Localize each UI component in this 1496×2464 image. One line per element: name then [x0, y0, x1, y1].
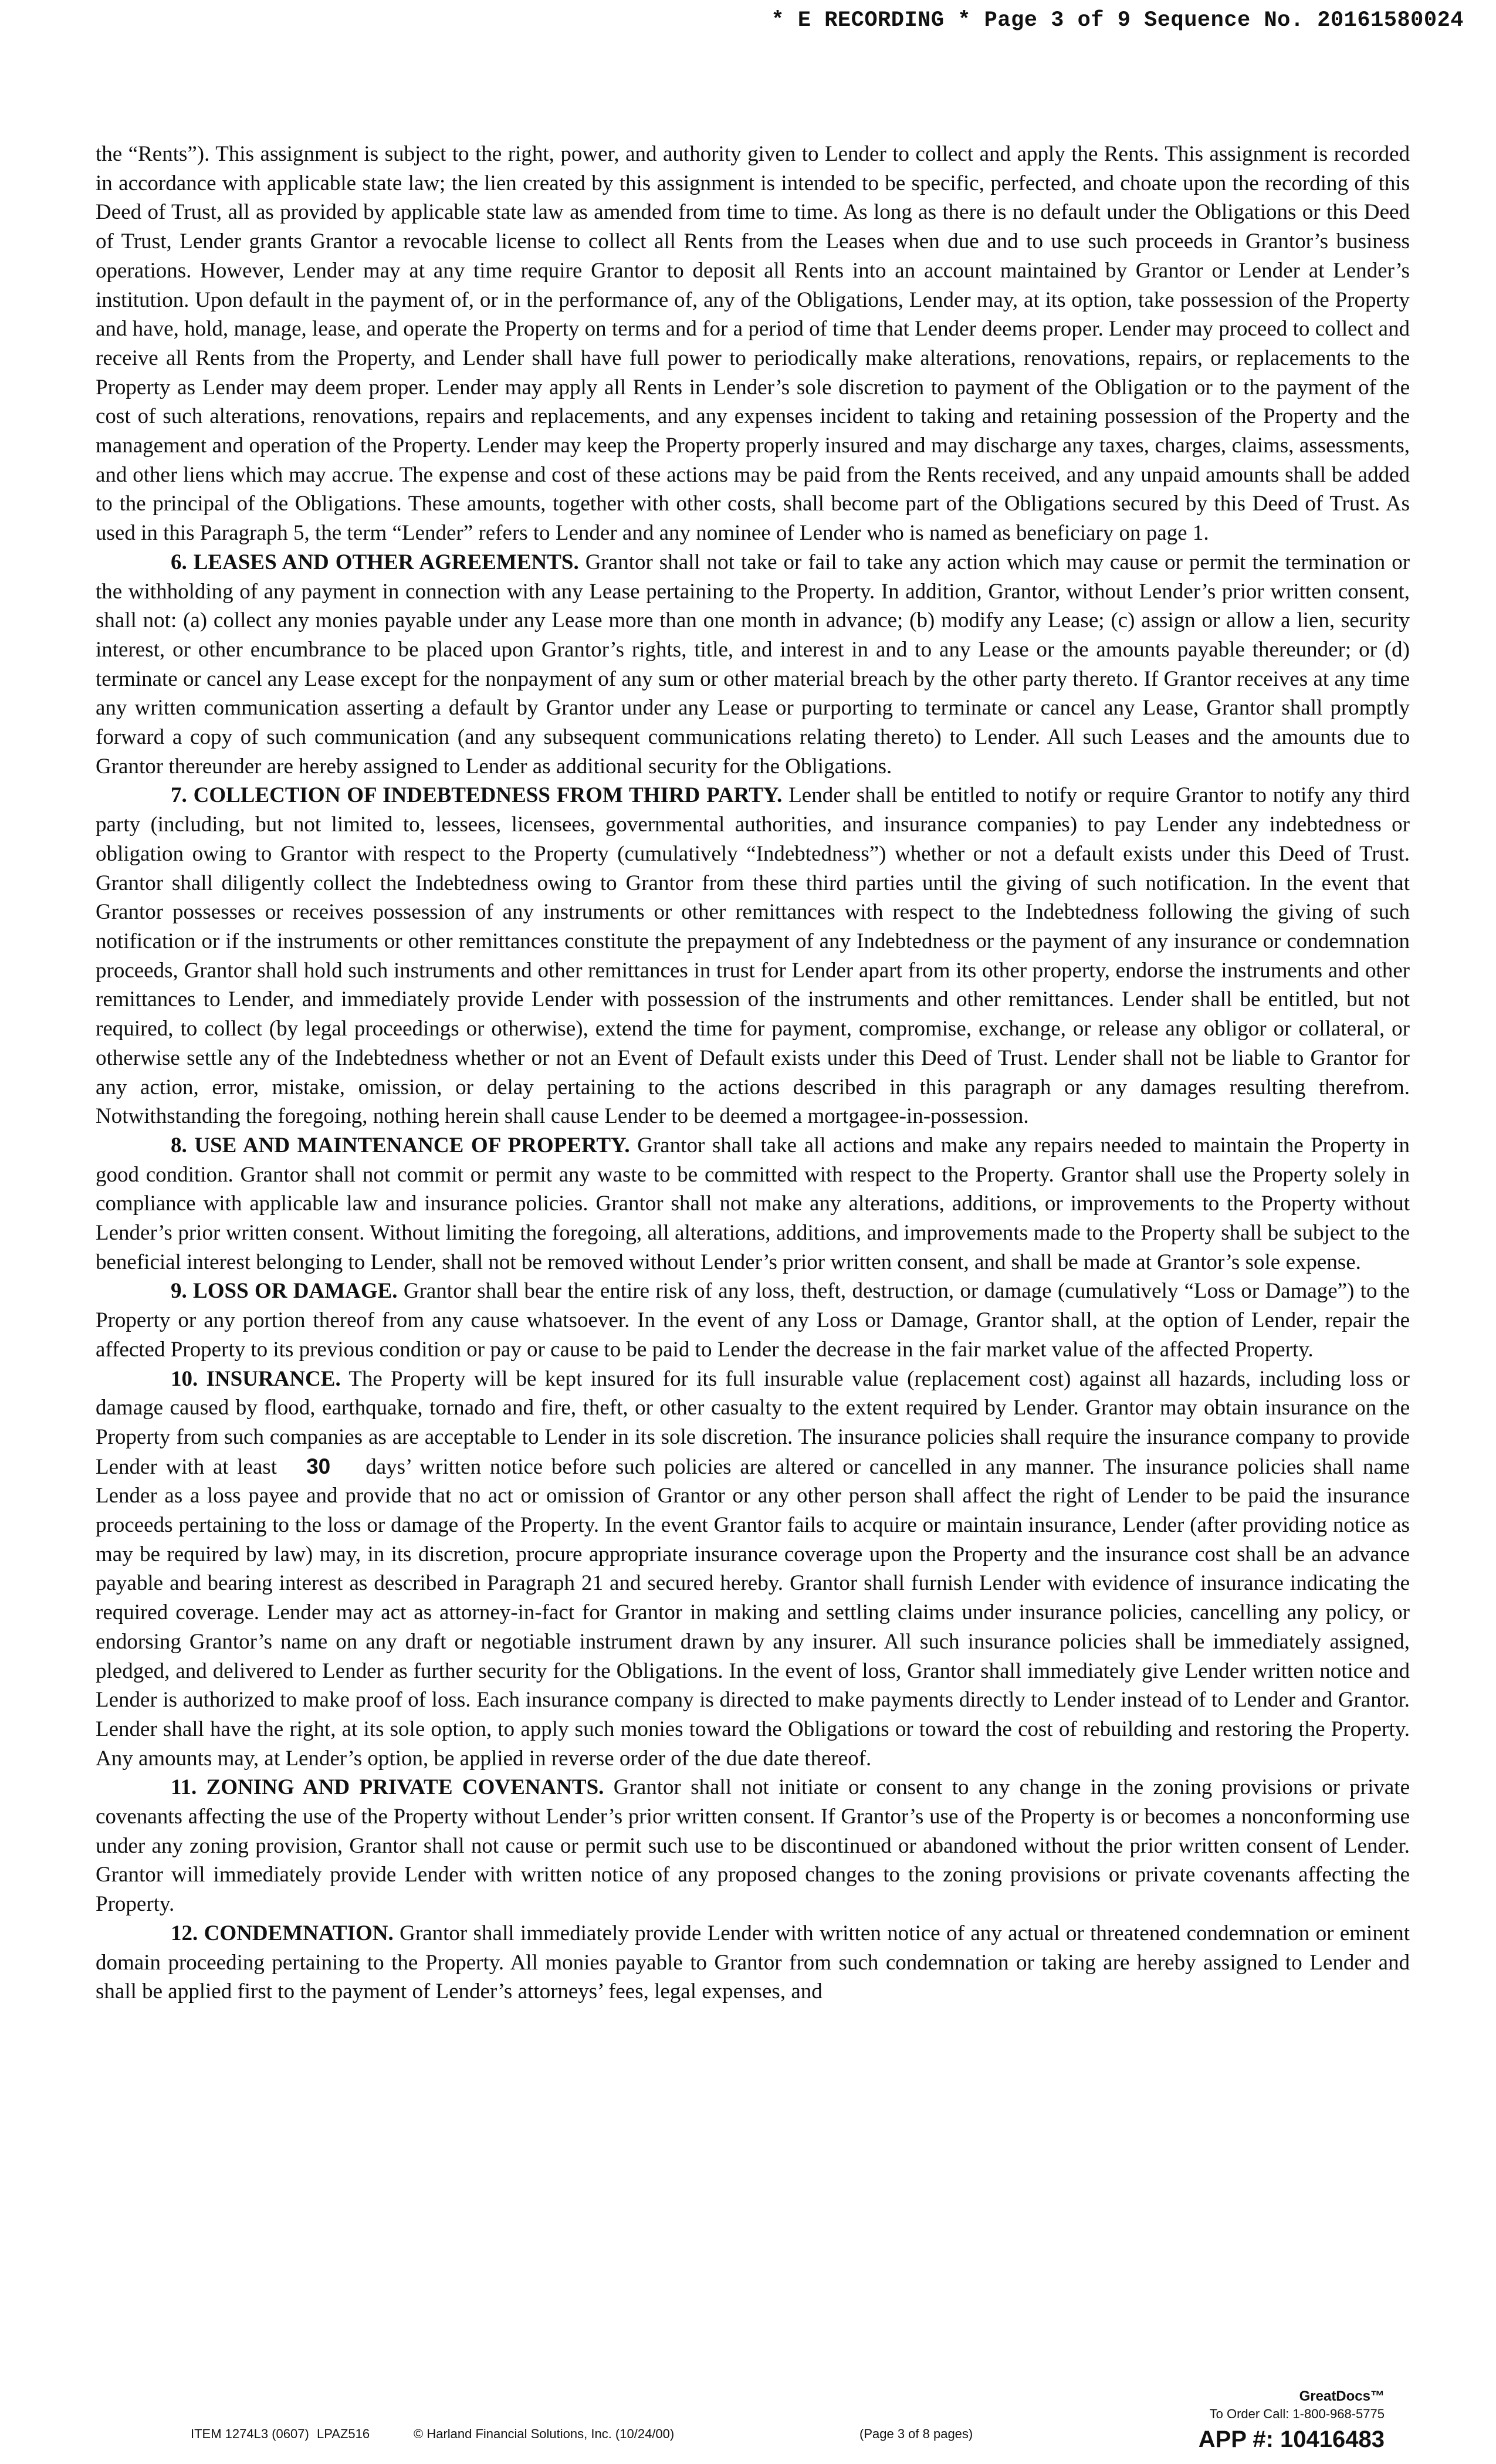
- section-text: Grantor shall take all actions and make any repairs needed to maintain the Property in good condition. Grantor shall not commit or permit any waste to be committed with respect to the Property. Grantor shall use the Property solely in compliance with applicable law and insurance policies. Grantor shall not make any alterations, additions, or improvements to the Property without Lender’s prior written consent. Without limiting the foregoing, all alterations, additions, and improvements made to the Property shall be subject to the beneficial interest belonging to Lender, shall not be removed without Lender’s prior written consent, and shall be made at Grantor’s sole expense.: [96, 1133, 1410, 1274]
- section-number: 8.: [171, 1133, 187, 1157]
- continued-paragraph: the “Rents”). This assignment is subject to the right, power, and authority given to Lender to collect and apply the Rents. This assignment is recorded in accordance with applicable state law; the lien created by this assignment is intended to be specific, perfected, and choate upon the recording of this Deed of Trust, all as provided by applicable state law as amended from time to time. As long as there is no default under the Obligations or this Deed of Trust, Lender grants Grantor a revocable license to collect all Rents from the Leases when due and to use such proceeds in Grantor’s business operations. However, Lender may at any time require Grantor to deposit all Rents into an account maintained by Grantor or Lender at Lender’s institution. Upon default in the payment of, or in the performance of, any of the Obligations, Lender may, at its option, take possession of the Property and have, hold, manage, lease, and operate the Property on terms and for a period of time that Lender deems proper. Lender may proceed to collect and receive all Rents from the Property, and Lender shall have full power to periodically make alterations, renovations, repairs, or replacements to the Property as Lender may deem proper. Lender may apply all Rents in Lender’s sole discretion to payment of the Obligation or to the payment of the cost of such alterations, renovations, repairs and replacements, and any expenses incident to taking and retaining possession of the Property and the management and operation of the Property. Lender may keep the Property properly insured and may discharge any taxes, charges, claims, assessments, and other liens which may accrue. The expense and cost of these actions may be paid from the Rents received, and any unpaid amounts shall be added to the principal of the Obligations. These amounts, together with other costs, shall become part of the Obligations secured by this Deed of Trust. As used in this Paragraph 5, the term “Lender” refers to Lender and any nominee of Lender who is named as beneficiary on page 1.: [96, 142, 1410, 546]
- footer-page-info: (Page 3 of 8 pages): [859, 2426, 973, 2441]
- section-title: INSURANCE.: [206, 1366, 341, 1391]
- section-title: ZONING AND PRIVATE COVENANTS.: [206, 1775, 604, 1800]
- section-title: COLLECTION OF INDEBTEDNESS FROM THIRD PARTY.: [193, 783, 783, 808]
- section-6-leases: [96, 548, 1410, 781]
- footer-order-block: [1199, 2388, 1385, 2453]
- section-11-zoning: [96, 1773, 1410, 1919]
- footer-doc-code: LPAZ516: [317, 2426, 370, 2441]
- section-number: 9.: [171, 1279, 187, 1304]
- section-title: LEASES AND OTHER AGREEMENTS.: [193, 550, 579, 574]
- section-9-loss-damage: [96, 1277, 1410, 1364]
- section-number: 10.: [171, 1366, 198, 1391]
- section-number: 6.: [171, 550, 187, 574]
- section-text: Grantor shall not initiate or consent to any change in the zoning provisions or private covenants affecting the use of the Property without Lender’s prior written consent. If Grantor’s use of the Property is or becomes a nonconforming use under any zoning provision, Grantor shall not cause or permit such use to be discontinued or abandoned without the prior written consent of Lender. Grantor will immediately provide Lender with written notice of any proposed changes to the zoning provisions or private covenants affecting the Property.: [96, 1775, 1410, 1917]
- section-text: Grantor shall not take or fail to take any action which may cause or permit the termination or the withholding of any payment in connection with any Lease pertaining to the Property. In addition, Grantor, without Lender’s prior written consent, shall not: (a) collect any monies payable under any Lease more than one month in advance; (b) modify any Lease; (c) assign or allow a lien, security interest, or other encumbrance to be placed upon Grantor’s rights, title, and interest in and to any Lease or the amounts payable thereunder; or (d) terminate or cancel any Lease except for the nonpayment of any sum or other material breach by the other party thereto. If Grantor receives at any time any written communication asserting a default by Grantor under any Lease or purporting to terminate or cancel any Lease, Grantor shall promptly forward a copy of such communication (and any subsequent communications relating thereto) to Lender. All such Leases and the amounts due to Grantor thereunder are hereby assigned to Lender as additional security for the Obligations.: [96, 550, 1410, 779]
- section-12-condemnation: [96, 1919, 1410, 2006]
- section-text-after: days’ written notice before such policies are altered or cancelled in any manner. The insurance policies shall name Lender as a loss payee and provide that no act or omission of Grantor or any other person shall affect the right of Lender to be paid the insurance proceeds pertaining to the loss or damage of the Property. In the event Grantor fails to acquire or maintain insurance, Lender (after providing notice as may be required by law) may, in its discretion, procure appropriate insurance coverage upon the Property and the insurance cost shall be an advance payable and bearing interest as described in Paragraph 21 and secured hereby. Grantor shall furnish Lender with evidence of insurance indicating the required coverage. Lender may act as attorney-in-fact for Grantor in making and settling claims under insurance policies, cancelling any policy, or endorsing Grantor’s name on any draft or negotiable instrument drawn by any insurer. All such insurance policies shall be immediately assigned, pledged, and delivered to Lender as further security for the Obligations. In the event of loss, Grantor shall immediately give Lender written notice and Lender is authorized to make proof of loss. Each insurance company is directed to make payments directly to Lender instead of to Lender and Grantor. Lender shall have the right, at its sole option, to apply such monies toward the Obligations or toward the cost of rebuilding and restoring the Property. Any amounts may, at Lender’s option, be applied in reverse order of the due date thereof.: [96, 1454, 1410, 1771]
- page-footer: [0, 2370, 1496, 2464]
- footer-item-number: ITEM 1274L3 (0607): [191, 2426, 309, 2441]
- notice-days-value: 30: [306, 1454, 331, 1478]
- footer-order-call: To Order Call: 1-800-968-5775: [1209, 2407, 1385, 2421]
- section-number: 12.: [171, 1921, 198, 1945]
- section-title: LOSS OR DAMAGE.: [193, 1279, 398, 1304]
- section-10-insurance: [96, 1365, 1410, 1773]
- section-number: 11.: [171, 1775, 197, 1800]
- footer-brand: GreatDocs™: [1299, 2388, 1385, 2404]
- section-text: Grantor shall immediately provide Lender with written notice of any actual or threatened condemnation or eminent domain proceeding pertaining to the Property. All monies payable to Grantor from such condemnation or taking are hereby assigned to Lender and shall be applied first to the payment of Lender’s attorneys’ fees, legal expenses, and: [96, 1921, 1410, 2004]
- section-title: USE AND MAINTENANCE OF PROPERTY.: [194, 1133, 630, 1157]
- section-text: Lender shall be entitled to notify or require Grantor to notify any third party (including, but not limited to, lessees, licensees, governmental authorities, and insurance companies) to pay Lender any indebtedness or obligation owing to Grantor with respect to the Property (cumulatively “Indebtedness”) whether or not a default exists under this Deed of Trust. Grantor shall diligently collect the Indebtedness owing to Grantor from these third parties until the giving of such notification. In the event that Grantor possesses or receives possession of any instruments or other remittances with respect to the Indebtedness following the giving of such notification or if the instruments or other remittances constitute the prepayment of any Indebtedness or the payment of any insurance or condemnation proceeds, Grantor shall hold such instruments and other remittances in trust for Lender apart from its other property, endorse the instruments and other remittances to Lender, and immediately provide Lender with possession of the instruments and other remittances. Lender shall be entitled, but not required, to collect (by legal proceedings or otherwise), extend the time for payment, compromise, exchange, or release any obligor or collateral, or otherwise settle any of the Indebtedness whether or not an Event of Default exists under this Deed of Trust. Lender shall not be liable to Grantor for any action, error, mistake, omission, or delay pertaining to the actions described in this paragraph or any damages resulting therefrom. Notwithstanding the foregoing, nothing herein shall cause Lender to be deemed a mortgagee-in-possession.: [96, 783, 1410, 1129]
- section-8-use-maintenance: [96, 1131, 1410, 1277]
- document-body: [96, 140, 1410, 2006]
- section-title: CONDEMNATION.: [204, 1921, 394, 1945]
- section-number: 7.: [171, 783, 187, 808]
- footer-copyright: © Harland Financial Solutions, Inc. (10/24/00): [414, 2426, 675, 2441]
- recording-stamp: * E RECORDING * Page 3 of 9 Sequence No. 20161580024: [771, 8, 1464, 33]
- section-text: The Property will be kept insured for its full insurable value (replacement cost) against all hazards, including loss or damage caused by flood, earthquake, tornado and fire, theft, or other casualty to the extent required by Lender. Grantor may obtain insurance on the Property from such companies as are acceptable to Lender in its sole discretion. The insurance policies shall require the insurance company to provide Lender with at least: [96, 1366, 1410, 1479]
- footer-app-number: APP #: 10416483: [1198, 2426, 1385, 2452]
- section-text: Grantor shall bear the entire risk of any loss, theft, destruction, or damage (cumulatively “Loss or Damage”) to the Property or any portion thereof from any cause whatsoever. In the event of any Loss or Damage, Grantor shall, at the option of Lender, repair the affected Property to its previous condition or pay or cause to be paid to Lender the decrease in the fair market value of the affected Property.: [96, 1279, 1410, 1362]
- section-7-collection: [96, 781, 1410, 1131]
